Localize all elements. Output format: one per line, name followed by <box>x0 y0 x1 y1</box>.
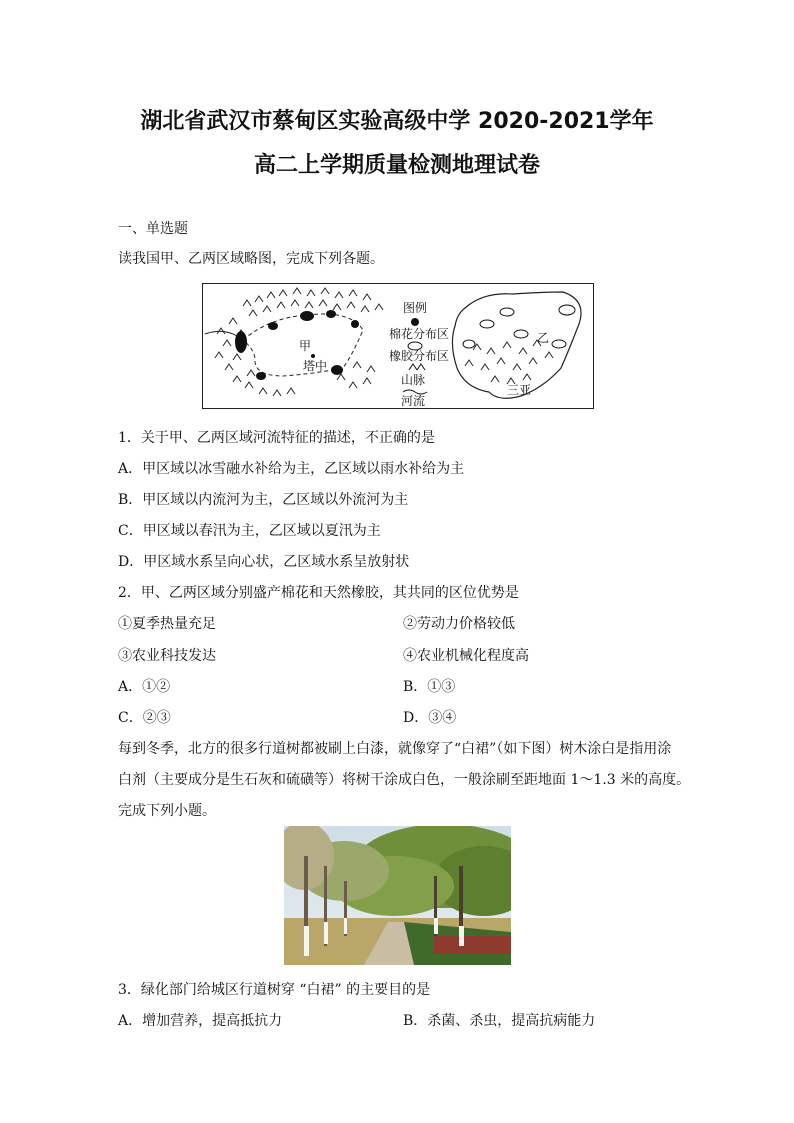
q2-option-a[interactable]: A．①② <box>118 679 171 695</box>
q2-option-d[interactable]: D．③④ <box>403 710 457 726</box>
q1-option-a[interactable]: A．甲区域以冰雪融水补给为主，乙区域以雨水补给为主 <box>118 461 465 477</box>
q2-statement-4: ④农业机械化程度高 <box>403 648 529 664</box>
label-sanya: 三亚 <box>507 383 532 397</box>
label-tazhong: 塔中 <box>303 359 328 373</box>
q2-statement-3: ③农业科技发达 <box>118 648 216 664</box>
q3-option-b[interactable]: B．杀菌、杀虫，提高抗病能力 <box>403 1013 596 1029</box>
river-line <box>205 331 237 336</box>
legend-river-label: 河流 <box>401 394 426 408</box>
q2-option-b[interactable]: B．①③ <box>403 679 456 695</box>
rubber-area-marks <box>463 305 575 348</box>
intro-text-1: 读我国甲、乙两区域略图，完成下列各题。 <box>118 251 384 267</box>
q3-stem: 3．绿化部门给城区行道树穿 “白裙” 的主要目的是 <box>118 982 431 998</box>
region-map-svg <box>203 284 593 408</box>
legend-mountain-icon <box>409 364 425 370</box>
q1-option-d[interactable]: D．甲区域水系呈向心状，乙区域水系呈放射状 <box>118 554 410 570</box>
region-map-figure <box>202 283 594 409</box>
photo-svg <box>284 826 511 965</box>
label-yi: 乙 <box>537 331 550 345</box>
q2-statement-1: ①夏季热量充足 <box>118 616 216 632</box>
intro-text-2-line2: 白剂（主要成分是生石灰和硫磺等）将树干涂成白色，一般涂刷至距地面 1～1.3 米的高度。 <box>118 772 691 788</box>
section-heading: 一、单选题 <box>118 221 188 237</box>
q2-option-c[interactable]: C．②③ <box>118 710 171 726</box>
legend-title: 图例 <box>403 301 428 315</box>
legend-mountain-label: 山脉 <box>401 373 426 387</box>
q1-option-c[interactable]: C．甲区域以春汛为主，乙区域以夏汛为主 <box>118 523 381 539</box>
intro-text-2-line1: 每到冬季，北方的很多行道树都被刷上白漆，就像穿了“白裙”（如下图）树木涂白是指用涂 <box>118 741 672 757</box>
q1-option-b[interactable]: B．甲区域以内流河为主，乙区域以外流河为主 <box>118 492 409 508</box>
q3-option-a[interactable]: A．增加营养，提高抵抗力 <box>118 1013 283 1029</box>
q2-stem: 2．甲、乙两区域分别盛产棉花和天然橡胶，其共同的区位优势是 <box>118 585 519 601</box>
intro-text-2-line3: 完成下列小题。 <box>118 803 216 819</box>
doc-title-line1: 湖北省武汉市蔡甸区实验高级中学 2020-2021学年 <box>140 109 654 134</box>
q2-statement-2: ②劳动力价格较低 <box>403 616 515 632</box>
legend-cotton-label: 棉花分布区 <box>389 327 450 341</box>
whitewashed-trees-photo <box>284 826 511 965</box>
legend-cotton-swatch <box>411 318 419 326</box>
label-jia: 甲 <box>299 339 312 353</box>
legend-rubber-label: 橡胶分布区 <box>389 349 450 363</box>
doc-title-line2: 高二上学期质量检测地理试卷 <box>253 153 540 178</box>
cotton-area-marks <box>235 310 359 380</box>
q1-stem: 1．关于甲、乙两区域河流特征的描述，不正确的是 <box>118 430 435 446</box>
mountain-range-icon <box>215 288 553 396</box>
